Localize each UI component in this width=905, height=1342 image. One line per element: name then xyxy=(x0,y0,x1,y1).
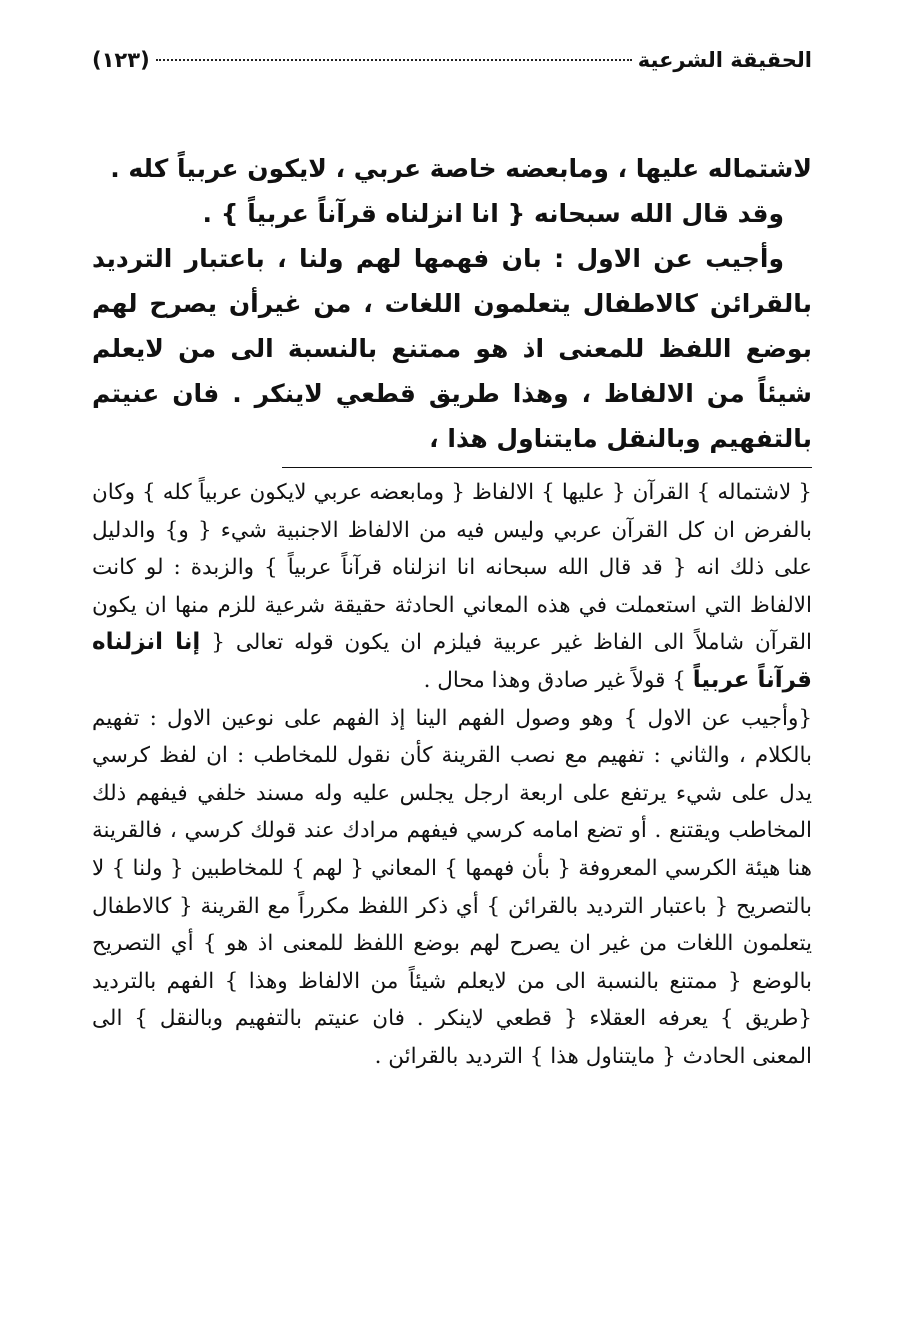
header-dot-leader xyxy=(156,59,632,61)
page-number: (١٢٣) xyxy=(92,48,150,72)
quranic-quote: إنا انزلناه قرآناً عربياً xyxy=(92,629,812,693)
commentary-paragraph-1-ending: } قولاً غير صادق وهذا محال . xyxy=(423,667,686,693)
running-header xyxy=(92,48,812,84)
book-page xyxy=(92,48,812,1328)
commentary-paragraph-2: {وأجيب عن الاول } وهو وصول الفهم الينا إذ الفهم على نوعين الاول : تفهيم بالكلام ، والثاني : تفهيم مع نصب القرينة كأن نقول للمخاطب : ان لفظ كرسي يدل على شيء يرتفع على اربعة ارجل يجلس عليه وله مسند خلفي فيفهم ذلك المخاطب ويقتنع . أو تضع امامه كرسي فيفهم مرادك عند قولك كرسي ، فالقرينة هنا هيئة الكرسي المعروفة { بأن فهمها } المعاني { لهم } للمخاطبين { ولنا } لا بالتصريح { باعتبار الترديد بالقرائن } أي ذكر اللفظ مكرراً مع القرينة { كالاطفال يتعلمون اللغات من غير ان يصرح لهم بوضع اللفظ للمعنى اذ هو } أي التصريح بالوضع { ممتنع بالنسبة الى من لايعلم شيئاً من الالفاظ وهذا } الفهم بالترديد {طريق } يعرفه العقلاء { قطعي لاينكر . فان عنيتم بالتفهيم وبالنقل } الى المعنى الحادث { مايتناول هذا } الترديد بالقرائن . xyxy=(92,705,812,1069)
footnote-separator xyxy=(282,467,812,468)
commentary-paragraph-1-text: { لاشتماله } القرآن { عليها } الالفاظ { ومابعضه عربي لايكون عربياً كله } وكان بالفرض ان كل القرآن عربي وليس فيه من الالفاظ الاجنبية شيء { و} والدليل على ذلك انه { قد قال الله سبحانه انا انزلناه قرآناً عربياً } والزبدة : لو كانت الالفاظ التي استعملت في هذه المعاني الحادثة حقيقة شرعية للزم منها ان يكون القرآن شاملاً الى الفاظ غير عربية فيلزم ان يكون قوله تعالى { xyxy=(92,480,812,656)
header-title: الحقيقة الشرعية xyxy=(637,48,812,72)
main-text-paragraph-1: لاشتماله عليها ، ومابعضه خاصة عربي ، لايكون عربياً كله . xyxy=(110,154,812,183)
commentary-text xyxy=(92,474,812,1076)
main-text-paragraph-2: وقد قال الله سبحانه { انا انزلناه قرآناً عربياً } . xyxy=(202,199,784,228)
main-text-paragraph-3: وأجيب عن الاول : بان فهمها لهم ولنا ، باعتبار الترديد بالقرائن كالاطفال يتعلمون اللغات ، من غيرأن يصرح لهم بوضع اللفظ للمعنى اذ هو ممتنع بالنسبة الى من لايعلم شيئاً من الالفاظ ، وهذا طريق قطعي لاينكر . فان عنيتم بالتفهيم وبالنقل مايتناول هذا ، xyxy=(92,244,812,453)
main-text xyxy=(92,146,812,461)
commentary-paragraph-1 xyxy=(92,474,812,700)
